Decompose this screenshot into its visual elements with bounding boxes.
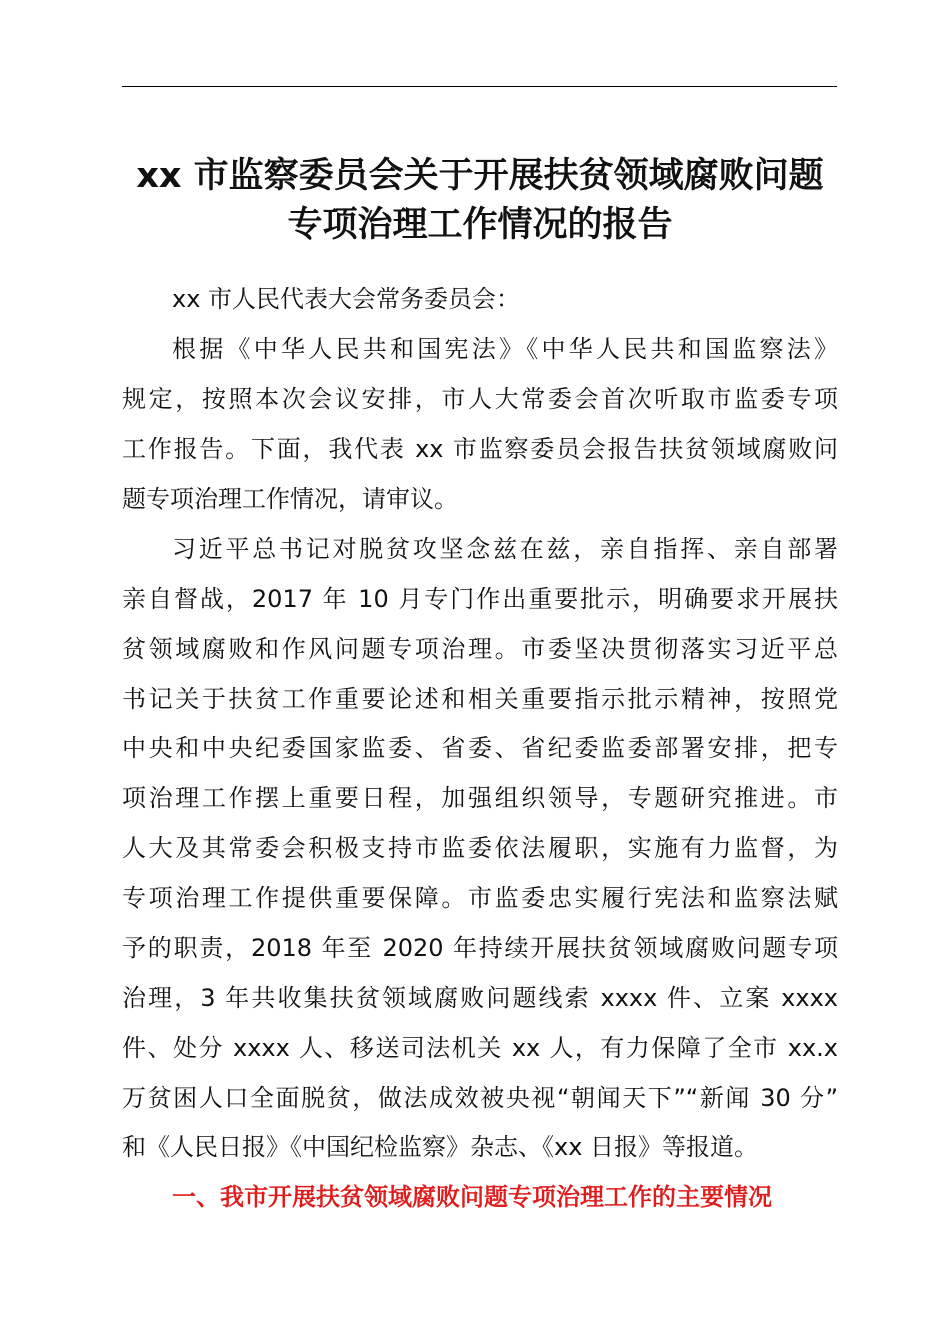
paragraph-2-line: 人大及其常委会积极支持市监委依法履职，实施有力监督，为 <box>122 834 838 862</box>
paragraph-2-line: 治理，3 年共收集扶贫领域腐败问题线索 xxxx 件、立案 xxxx <box>122 984 838 1012</box>
paragraph-2-line: 予的职责，2018 年至 2020 年持续开展扶贫领域腐败问题专项 <box>122 934 838 962</box>
salutation: xx 市人民代表大会常务委员会： <box>172 285 521 313</box>
paragraph-1-line: 工作报告。下面，我代表 xx 市监察委员会报告扶贫领域腐败问 <box>122 435 838 463</box>
document-title-line-1: xx 市监察委员会关于开展扶贫领域腐败问题 <box>136 156 824 196</box>
paragraph-2-line: 中央和中央纪委国家监委、省委、省纪委监委部署安排，把专 <box>122 734 838 762</box>
header-rule <box>122 86 837 87</box>
paragraph-2-line: 和《人民日报》《中国纪检监察》杂志、《xx 日报》等报道。 <box>122 1133 759 1161</box>
section-heading: 一、我市开展扶贫领域腐败问题专项治理工作的主要情况 <box>172 1183 772 1211</box>
paragraph-2-line: 项治理工作摆上重要日程，加强组织领导，专题研究推进。市 <box>122 784 838 812</box>
paragraph-2-line: 亲自督战，2017 年 10 月专门作出重要批示，明确要求开展扶 <box>122 585 838 613</box>
paragraph-2-line: 习近平总书记对脱贫攻坚念兹在兹，亲自指挥、亲自部署 <box>172 535 838 563</box>
paragraph-2-line: 万贫困人口全面脱贫，做法成效被央视“朝闻天下”“新闻 30 分” <box>122 1084 838 1112</box>
paragraph-2-line: 贫领域腐败和作风问题专项治理。市委坚决贯彻落实习近平总 <box>122 635 838 663</box>
paragraph-2-line: 书记关于扶贫工作重要论述和相关重要指示批示精神，按照党 <box>122 685 838 713</box>
paragraph-2-line: 专项治理工作提供重要保障。市监委忠实履行宪法和监察法赋 <box>122 884 838 912</box>
document-title-line-2: 专项治理工作情况的报告 <box>287 205 673 245</box>
paragraph-1-line: 题专项治理工作情况，请审议。 <box>122 485 458 513</box>
paragraph-2-line: 件、处分 xxxx 人、移送司法机关 xx 人，有力保障了全市 xx.x <box>122 1034 838 1062</box>
paragraph-1-line: 规定，按照本次会议安排，市人大常委会首次听取市监委专项 <box>122 385 838 413</box>
paragraph-1-line: 根据《中华人民共和国宪法》《中华人民共和国监察法》 <box>172 335 838 363</box>
